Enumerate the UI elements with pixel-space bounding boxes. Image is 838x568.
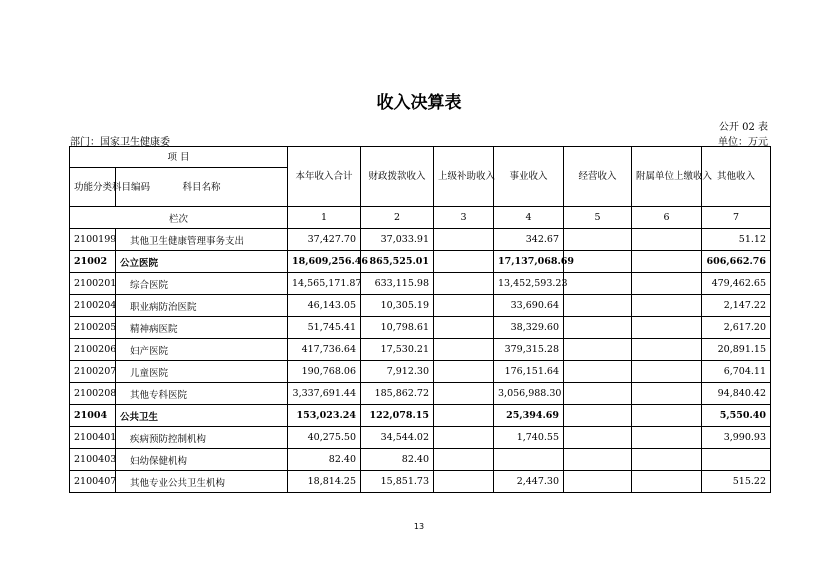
amount-cell: [434, 295, 494, 317]
subject-name: 其他卫生健康管理事务支出: [116, 229, 288, 251]
amount-cell: [632, 295, 702, 317]
subject-name: 妇幼保健机构: [116, 449, 288, 471]
amount-cell: 6,704.11: [702, 361, 771, 383]
amount-cell: [434, 273, 494, 295]
subject-name: 其他专业公共卫生机构: [116, 471, 288, 493]
amount-cell: 379,315.28: [494, 339, 564, 361]
amount-cell: [434, 317, 494, 339]
amount-cell: [632, 317, 702, 339]
table-row: [70, 251, 771, 273]
column-header: 财政拨款收入: [361, 147, 434, 207]
subject-name: 其他专科医院: [116, 383, 288, 405]
amount-cell: 10,798.61: [361, 317, 434, 339]
amount-cell: 417,736.64: [288, 339, 361, 361]
column-header: 其他收入: [702, 147, 771, 207]
column-header: 附属单位上缴收入: [632, 147, 702, 207]
table-row: [70, 449, 771, 471]
amount-cell: [564, 471, 632, 493]
subject-name: 妇产医院: [116, 339, 288, 361]
amount-cell: [564, 361, 632, 383]
amount-cell: 2,447.30: [494, 471, 564, 493]
amount-cell: [564, 229, 632, 251]
subject-code: 2100401: [70, 427, 116, 449]
amount-cell: 82.40: [361, 449, 434, 471]
amount-cell: [434, 427, 494, 449]
amount-cell: 190,768.06: [288, 361, 361, 383]
page-number: 13: [413, 522, 425, 531]
amount-cell: 33,690.64: [494, 295, 564, 317]
header-row-1: [70, 147, 771, 168]
amount-cell: 10,305.19: [361, 295, 434, 317]
amount-cell: [434, 449, 494, 471]
subject-name: 儿童医院: [116, 361, 288, 383]
table-row: [70, 317, 771, 339]
column-header: 本年收入合计: [288, 147, 361, 207]
amount-cell: 5,550.40: [702, 405, 771, 427]
subject-code: 2100206: [70, 339, 116, 361]
amount-cell: [434, 339, 494, 361]
subject-code: 21002: [70, 251, 116, 273]
income-table: [69, 146, 771, 493]
index-number: 1: [288, 207, 361, 229]
column-header: 事业收入: [494, 147, 564, 207]
amount-cell: 13,452,593.23: [494, 273, 564, 295]
amount-cell: 40,275.50: [288, 427, 361, 449]
subject-code: 2100204: [70, 295, 116, 317]
amount-cell: 7,912.30: [361, 361, 434, 383]
amount-cell: [632, 449, 702, 471]
amount-cell: 3,056,988.30: [494, 383, 564, 405]
amount-cell: [632, 383, 702, 405]
amount-cell: 153,023.24: [288, 405, 361, 427]
table-row: [70, 229, 771, 251]
table-row: [70, 471, 771, 493]
amount-cell: 37,033.91: [361, 229, 434, 251]
department-label: 部门：国家卫生健康委: [70, 137, 170, 148]
index-number: 5: [564, 207, 632, 229]
subject-code: 2100199: [70, 229, 116, 251]
amount-cell: [632, 229, 702, 251]
amount-cell: [564, 449, 632, 471]
table-row: [70, 273, 771, 295]
amount-cell: 3,337,691.44: [288, 383, 361, 405]
amount-cell: 18,609,256.46: [288, 251, 361, 273]
amount-cell: [564, 427, 632, 449]
table-row: [70, 295, 771, 317]
amount-cell: [434, 383, 494, 405]
amount-cell: 633,115.98: [361, 273, 434, 295]
amount-cell: 2,617.20: [702, 317, 771, 339]
amount-cell: 2,147.22: [702, 295, 771, 317]
amount-cell: [564, 273, 632, 295]
amount-cell: [632, 471, 702, 493]
amount-cell: 606,662.76: [702, 251, 771, 273]
subject-name: 公立医院: [116, 251, 288, 273]
subject-code: 2100208: [70, 383, 116, 405]
amount-cell: 3,990.93: [702, 427, 771, 449]
amount-cell: 342.67: [494, 229, 564, 251]
table-row: [70, 361, 771, 383]
amount-cell: 17,530.21: [361, 339, 434, 361]
amount-cell: [564, 295, 632, 317]
index-label: 栏次: [70, 207, 288, 229]
amount-cell: [632, 361, 702, 383]
amount-cell: 37,427.70: [288, 229, 361, 251]
amount-cell: [632, 405, 702, 427]
amount-cell: 25,394.69: [494, 405, 564, 427]
amount-cell: 185,862.72: [361, 383, 434, 405]
subject-name: 公共卫生: [116, 405, 288, 427]
subject-code: 2100207: [70, 361, 116, 383]
subject-code: 2100407: [70, 471, 116, 493]
amount-cell: [564, 405, 632, 427]
item-header: 项 目: [70, 147, 288, 168]
amount-cell: 94,840.42: [702, 383, 771, 405]
amount-cell: 515.22: [702, 471, 771, 493]
subject-name: 职业病防治医院: [116, 295, 288, 317]
index-number: 6: [632, 207, 702, 229]
column-header: 经营收入: [564, 147, 632, 207]
amount-cell: 17,137,068.69: [494, 251, 564, 273]
index-number: 3: [434, 207, 494, 229]
table-row: [70, 405, 771, 427]
table-row: [70, 427, 771, 449]
amount-cell: [494, 449, 564, 471]
amount-cell: 122,078.15: [361, 405, 434, 427]
subject-name: 疾病预防控制机构: [116, 427, 288, 449]
amount-cell: [702, 449, 771, 471]
amount-cell: 51,745.41: [288, 317, 361, 339]
form-number: 公开 02 表: [718, 122, 768, 133]
amount-cell: 1,740.55: [494, 427, 564, 449]
subject-code: 2100201: [70, 273, 116, 295]
subject-code: 21004: [70, 405, 116, 427]
column-header: 上级补助收入: [434, 147, 494, 207]
code-header: 功能分类科目编码: [70, 168, 116, 207]
amount-cell: [564, 317, 632, 339]
name-header: 科目名称: [116, 168, 288, 207]
amount-cell: [632, 427, 702, 449]
amount-cell: 18,814.25: [288, 471, 361, 493]
amount-cell: 51.12: [702, 229, 771, 251]
amount-cell: [632, 339, 702, 361]
unit-label: 单位：万元: [718, 137, 768, 148]
amount-cell: [564, 339, 632, 361]
column-index-row: [70, 207, 771, 229]
amount-cell: 865,525.01: [361, 251, 434, 273]
amount-cell: [434, 251, 494, 273]
index-number: 4: [494, 207, 564, 229]
amount-cell: 176,151.64: [494, 361, 564, 383]
amount-cell: 46,143.05: [288, 295, 361, 317]
amount-cell: 38,329.60: [494, 317, 564, 339]
amount-cell: [632, 273, 702, 295]
report-title: 收入决算表: [376, 93, 462, 113]
amount-cell: 15,851.73: [361, 471, 434, 493]
amount-cell: 20,891.15: [702, 339, 771, 361]
amount-cell: 82.40: [288, 449, 361, 471]
amount-cell: [564, 383, 632, 405]
subject-code: 2100403: [70, 449, 116, 471]
index-number: 2: [361, 207, 434, 229]
amount-cell: 479,462.65: [702, 273, 771, 295]
subject-name: 精神病医院: [116, 317, 288, 339]
amount-cell: [632, 251, 702, 273]
amount-cell: 14,565,171.87: [288, 273, 361, 295]
subject-name: 综合医院: [116, 273, 288, 295]
table-row: [70, 339, 771, 361]
amount-cell: [434, 405, 494, 427]
amount-cell: 34,544.02: [361, 427, 434, 449]
subject-code: 2100205: [70, 317, 116, 339]
amount-cell: [434, 361, 494, 383]
index-number: 7: [702, 207, 771, 229]
amount-cell: [434, 229, 494, 251]
table-row: [70, 383, 771, 405]
amount-cell: [434, 471, 494, 493]
